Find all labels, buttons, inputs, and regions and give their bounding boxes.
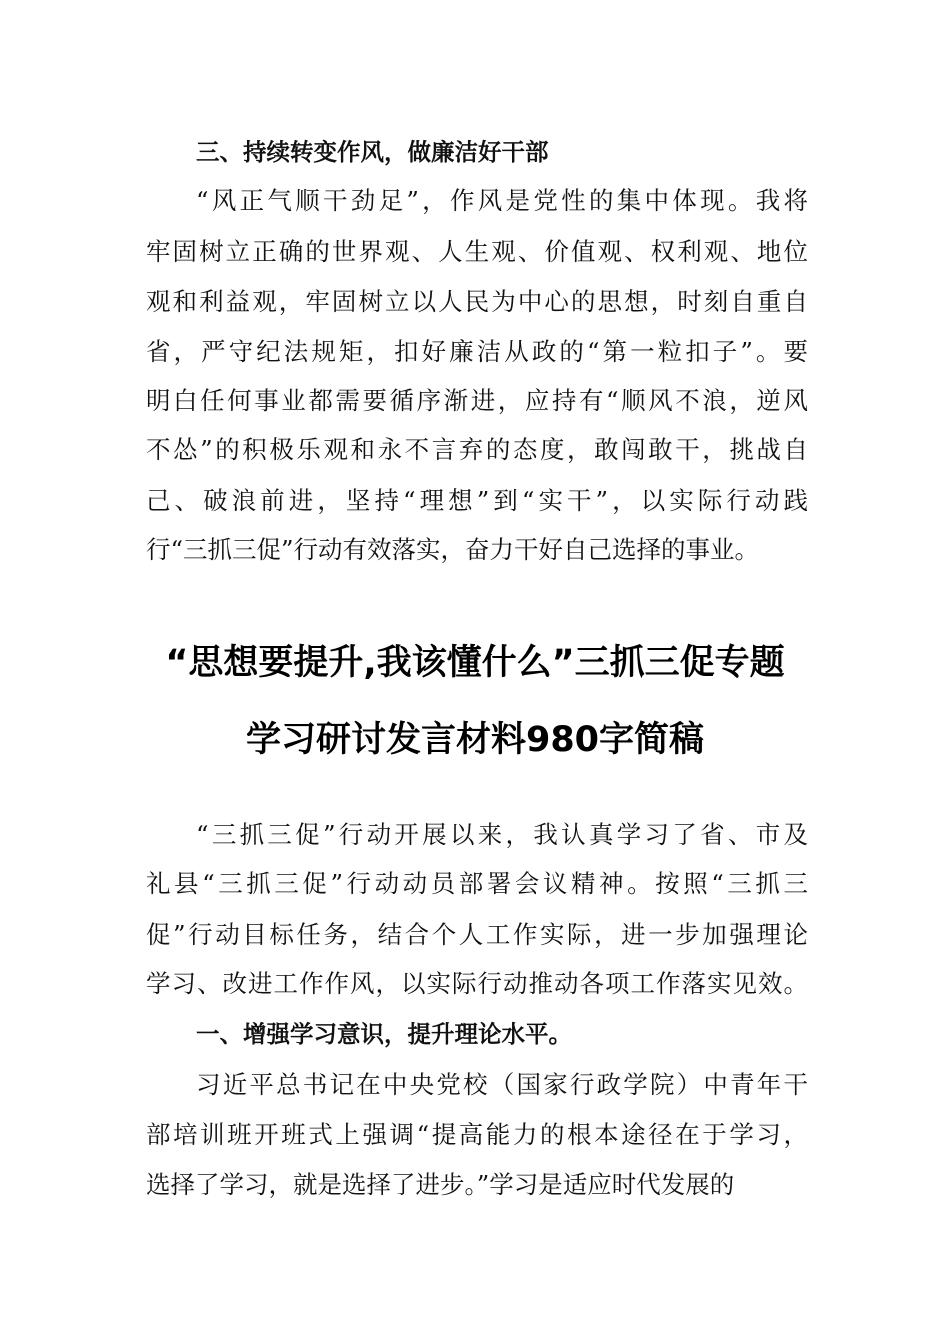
paragraph-line: 己、破浪前进，坚持“理想”到“实干”，以实际行动践 [146, 486, 808, 515]
paragraph-line: 部培训班开班式上强调“提高能力的根本途径在于学习， [146, 1120, 808, 1149]
paragraph-line: 学习、改进工作作风，以实际行动推动各项工作落实见效。 [146, 969, 808, 998]
paragraph-line: 省，严守纪法规矩，扣好廉洁从政的“第一粒扣子”。要 [146, 337, 808, 366]
section-heading: 三、持续转变作风，做廉洁好干部 [196, 138, 549, 166]
paragraph-line: 习近平总书记在中央党校（国家行政学院）中青年干 [196, 1070, 808, 1099]
paragraph-line: 牢固树立正确的世界观、人生观、价值观、权利观、地位 [146, 237, 808, 266]
paragraph-line: “风正气顺干劲足”，作风是党性的集中体现。我将 [196, 186, 808, 215]
paragraph-line: 礼县“三抓三促”行动动员部署会议精神。按照“三抓三 [146, 869, 808, 898]
paragraph-line: 促”行动目标任务，结合个人工作实际，进一步加强理论 [146, 920, 808, 949]
article-title-line-1: “思想要提升,我该懂什么”三抓三促专题 [165, 643, 785, 683]
paragraph-line: 观和利益观，牢固树立以人民为中心的思想，时刻自重自 [146, 287, 808, 316]
paragraph-line: 选择了学习，就是选择了进步。”学习是适应时代发展的 [146, 1170, 735, 1199]
section-heading: 一、增强学习意识，提升理论水平。 [196, 1020, 572, 1048]
paragraph-line: 行“三抓三促”行动有效落实，奋力干好自己选择的事业。 [146, 535, 760, 564]
article-title-line-2: 学习研讨发言材料980字简稿 [245, 720, 705, 760]
paragraph-line: 不怂”的积极乐观和永不言弃的态度，敢闯敢干，挑战自 [146, 435, 808, 464]
paragraph-line: 明白任何事业都需要循序渐进，应持有“顺风不浪，逆风 [146, 386, 808, 415]
paragraph-line: “三抓三促”行动开展以来，我认真学习了省、市及 [196, 820, 808, 849]
